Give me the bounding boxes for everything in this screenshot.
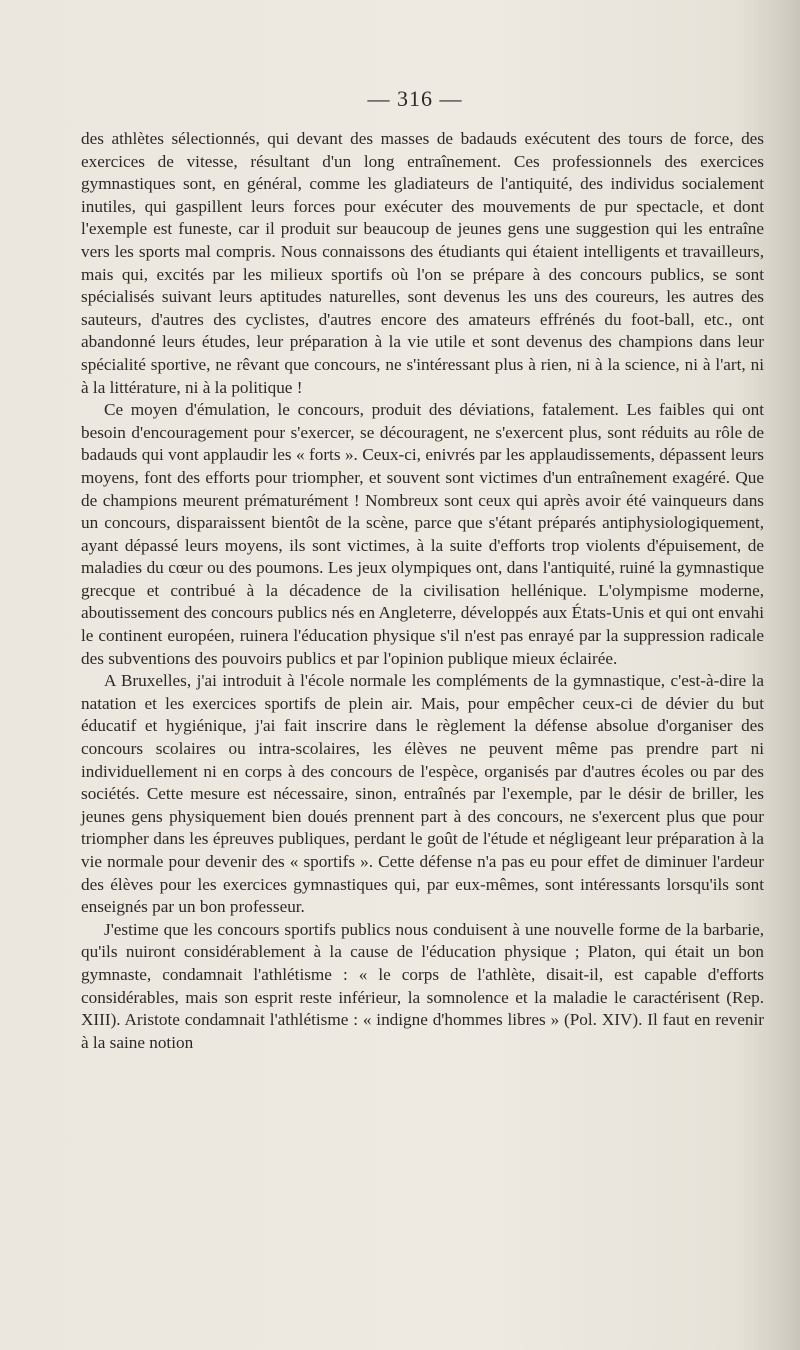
body-text (81, 128, 764, 1054)
paragraph-3: A Bruxelles, j'ai introduit à l'école normale les compléments de la gymnastique, c'est-à-dire la natation et les exercices sportifs de plein air. Mais, pour empêcher ceux-ci de dévier du but éducatif et hygiénique, j'ai fait inscrire dans le règlement la défense absolue d'organiser des concours scolaires ou intra-scolaires, les élèves ne peuvent même pas prendre part ni individuellement ni en corps à des concours de l'espèce, organisés par d'autres écoles ou par des sociétés. Cette mesure est nécessaire, sinon, entraînés par l'exemple, par le désir de briller, les jeunes gens physiquement bien doués prennent part à des concours, ne s'exercent plus que pour triompher dans les épreuves publiques, perdant le goût de l'étude et négligeant leur préparation à la vie normale pour devenir des « sportifs ». Cette défense n'a pas eu pour effet de diminuer l'ardeur des élèves pour les exercices gymnastiques qui, par eux-mêmes, sont intéressants lorsqu'ils sont enseignés par un bon professeur. (81, 671, 764, 917)
paragraph-2: Ce moyen d'émulation, le concours, produit des déviations, fatalement. Les faibles qui ont besoin d'encouragement pour s'exercer, se découragent, ne s'exercent plus, sont réduits au rôle de badauds qui vont applaudir les « forts ». Ceux-ci, enivrés par les applaudissements, dépassent leurs moyens, font des efforts pour triompher, et souvent sont victimes d'un entraînement exagéré. Que de champions meurent prématurément ! Nombreux sont ceux qui après avoir été vainqueurs dans un concours, disparaissent bientôt de la scène, parce que s'étant préparés antiphysiologiquement, ayant dépassé leurs moyens, ils sont victimes, à la suite d'efforts trop violents d'épuisement, de maladies du cœur ou des poumons. Les jeux olympiques ont, dans l'antiquité, ruiné la gymnastique grecque et contribué à la décadence de la civilisation hellénique. L'olympisme moderne, aboutissement des concours publics nés en Angleterre, développés aux États-Unis et qui ont envahi le continent européen, ruinera l'éducation physique s'il n'est pas enrayé par la suppression radicale des subventions des pouvoirs publics et par l'opinion publique mieux éclairée. (81, 400, 764, 668)
paragraph-1: des athlètes sélectionnés, qui devant des masses de badauds exécutent des tours de force, des exercices de vitesse, résultant d'un long entraînement. Ces professionnels des exercices gymnastiques sont, en général, comme les gladiateurs de l'antiquité, des individus socialement inutiles, qui gaspillent leurs forces pour exécuter des mouvements de pur spectacle, et dont l'exemple est funeste, car il produit sur beaucoup de jeunes gens une suggestion qui les entraîne vers les sports mal compris. Nous connaissons des étudiants qui étaient intelligents et travailleurs, mais qui, excités par les milieux sportifs où l'on se prépare à des concours publics, se sont spécialisés suivant leurs aptitudes naturelles, sont devenus les uns des coureurs, les autres des sauteurs, d'autres des cyclistes, d'autres encore des amateurs effrénés du foot-ball, etc., ont abandonné leurs études, leur préparation à la vie utile et sont devenus des champions dans leur spécialité sportive, ne rêvant que concours, ne s'intéressant plus à rien, ni à la science, ni à l'art, ni à la littérature, ni à la politique ! (81, 129, 764, 397)
page-number: — 316 — (367, 86, 463, 111)
paragraph-4: J'estime que les concours sportifs publics nous conduisent à une nouvelle forme de la barbarie, qu'ils nuiront considérablement à la cause de l'éducation physique ; Platon, qui était un bon gymnaste, condamnait l'athlétisme : « le corps de l'athlète, disait-il, est capable d'efforts considérables, mais son esprit reste inférieur, la somnolence et la maladie le caractérisent (Rep. XIII). Aristote condamnait l'athlétisme : « indigne d'hommes libres » (Pol. XIV). Il faut en revenir à la saine notion (81, 919, 764, 1052)
